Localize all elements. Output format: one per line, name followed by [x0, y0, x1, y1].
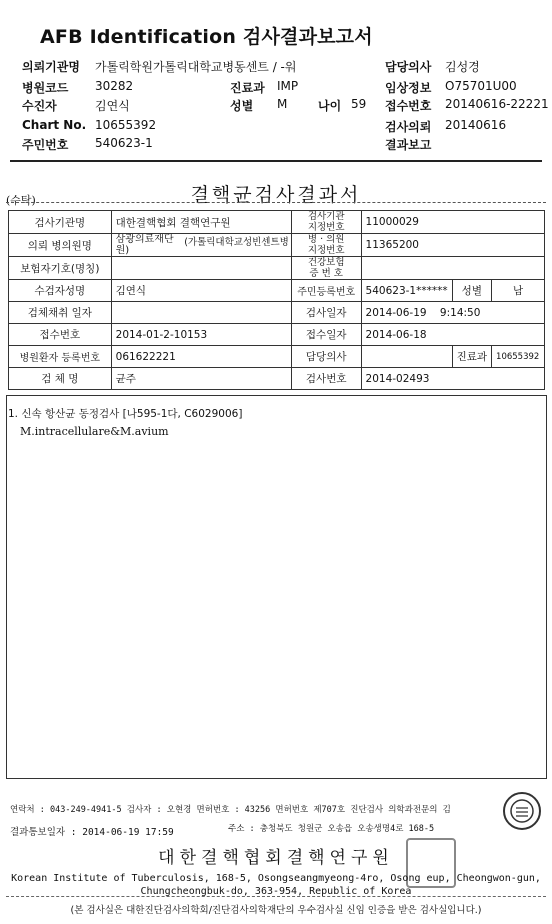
insurance-no-label: 건강보험 증 번 호 [291, 257, 361, 280]
rrn-table-label: 주민등록번호 [291, 280, 361, 302]
req-date-label: 검사의뢰 [385, 120, 432, 134]
report-header [0, 0, 552, 160]
hosp-code-value: 30282 [95, 79, 134, 93]
sex-value: M [277, 97, 288, 111]
collection-date-label: 검체채취 일자 [9, 302, 112, 324]
table-row [9, 257, 545, 280]
receipt-label: 접수번호 [385, 99, 432, 113]
lab-name-value: 대한결핵협회 결핵연구원 [111, 211, 291, 234]
doctor-value: 김성경 [445, 60, 480, 74]
sex-table-value: 남 [492, 280, 545, 302]
req-org-label: 의뢰기관명 [22, 60, 80, 74]
insurance-no-value [361, 257, 544, 280]
test-no-value: 2014-02493 [361, 368, 544, 390]
org-name-korean: 대한결핵협회결핵연구원 [158, 848, 394, 868]
clinic-id-value: 11365200 [361, 234, 544, 257]
specimen-label: 검 체 명 [9, 368, 112, 390]
clinical-label: 임상정보 [385, 81, 432, 95]
title-divider [6, 202, 546, 203]
table-row [9, 211, 545, 234]
chart-label: Chart No. [22, 118, 87, 132]
attending-label: 담당의사 [291, 346, 361, 368]
examinee-label: 수검자성명 [9, 280, 112, 302]
patient-value: 김연식 [95, 99, 130, 113]
table-row [9, 302, 545, 324]
report-date-line: 결과통보일자 : 2014-06-19 17:59 [10, 827, 174, 838]
result-box [6, 395, 547, 779]
clinic-name-subvalue: (가톨릭대학교성빈센트병 [184, 237, 289, 248]
receipt-value: 20140616-22221 [445, 97, 549, 111]
test-no-label: 검사번호 [291, 368, 361, 390]
clinical-value: O75701U00 [445, 79, 517, 93]
document-title: 결핵균검사결과서 [190, 184, 362, 206]
lab-id-value: 11000029 [361, 211, 544, 234]
hosp-code-label: 병원코드 [22, 81, 69, 95]
sex-label: 성별 [230, 99, 254, 113]
attending-value [361, 346, 452, 368]
insurer-value [111, 257, 291, 280]
age-value: 59 [351, 97, 367, 111]
patient-label: 수진자 [22, 99, 57, 113]
table-row [9, 234, 545, 257]
insurer-label: 보험자기호(명칭) [9, 257, 112, 280]
header-divider [10, 160, 542, 162]
clinic-id-label: 병 · 의원 지정번호 [291, 234, 361, 257]
table-row [9, 324, 545, 346]
accession-value: 2014-01-2-10153 [111, 324, 291, 346]
patient-info-table [8, 210, 545, 390]
clinic-name-label: 의뢰 병의원명 [9, 234, 112, 257]
collection-date-value [111, 302, 291, 324]
consignment-tag: (수탁) [6, 194, 36, 207]
dept-value: IMP [277, 79, 299, 93]
footer-divider [6, 896, 546, 897]
org-address-en-1: Korean Institute of Tuberculosis, 168-5, Osongseangmyeong-4ro, Osong eup, Cheongwon-gun, [11, 873, 541, 884]
specimen-value: 균주 [111, 368, 291, 390]
receipt-date-label: 접수일자 [291, 324, 361, 346]
report-label: 결과보고 [385, 138, 432, 152]
clinic-name-value: 삼광의료재단 원) [115, 234, 174, 256]
rrn-value: 540623-1 [95, 136, 153, 150]
result-test-line: 1. 신속 항산균 동정검사 [나595-1다, C6029006] [8, 408, 243, 420]
accession-label: 접수번호 [9, 324, 112, 346]
test-date-value: 2014-06-19 9:14:50 [361, 302, 544, 324]
result-organism: M.intracellulare&M.avium [20, 425, 169, 438]
address-line: 주소 : 충청북도 청원군 오송읍 오송생명4로 168-5 [228, 824, 435, 834]
contact-line: 연락처 : 043-249-4941-5 검사자 : 오현경 면허번호 : 43256 면허번호 제707호 진단검사 의학과전문의 김 [10, 805, 451, 815]
lab-id-label: 검사기관 지정번호 [291, 211, 361, 234]
lab-name-label: 검사기관명 [9, 211, 112, 234]
rrn-label: 주민번호 [22, 138, 69, 152]
age-label: 나이 [318, 99, 342, 113]
rrn-table-value: 540623-1****** [361, 280, 452, 302]
certification-seal [503, 792, 541, 830]
dept-table-value: 10655392 [492, 346, 545, 368]
table-row [9, 346, 545, 368]
req-org-value: 가톨릭학원가톨릭대학교병동센트 / -워 [95, 60, 297, 74]
req-date-value: 20140616 [445, 118, 507, 132]
sex-table-label: 성별 [452, 280, 491, 302]
dept-label: 진료과 [230, 81, 265, 95]
examinee-value: 김연식 [111, 280, 291, 302]
dept-table-label: 진료과 [452, 346, 491, 368]
chart-value: 10655392 [95, 118, 157, 132]
org-address-en-2: Chungcheongbuk-do, 363-954, Republic of Korea [140, 886, 412, 897]
test-date-label: 검사일자 [291, 302, 361, 324]
table-row [9, 280, 545, 302]
clinic-name-cell [111, 234, 291, 257]
receipt-date-value: 2014-06-18 [361, 324, 544, 346]
accreditation-notice: (본 검사실은 대한진단검사의학회/진단검사의학재단의 우수검사실 신임 인증을 받은 검사실입니다.) [70, 905, 482, 916]
doctor-label: 담당의사 [385, 60, 432, 74]
table-row [9, 368, 545, 390]
patient-reg-value: 061622221 [111, 346, 291, 368]
patient-reg-label: 병원환자 등록번호 [9, 346, 112, 368]
report-title: AFB Identification 검사결과보고서 [40, 26, 373, 48]
seal-icon [509, 798, 535, 824]
